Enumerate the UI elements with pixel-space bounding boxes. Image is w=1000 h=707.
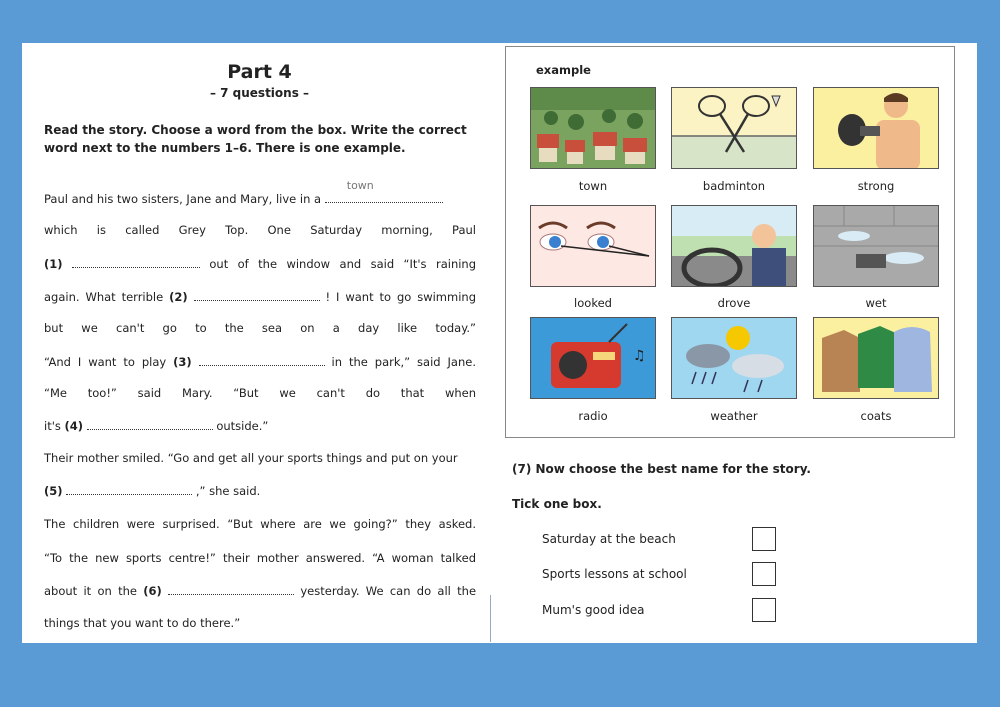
story-line-6: “And I want to play (3) in the park,” said Jane. xyxy=(44,355,476,369)
coats-picture xyxy=(813,317,939,399)
option-checkbox-3[interactable] xyxy=(752,598,776,622)
story-line-10: (5) ,” she said. xyxy=(44,484,261,498)
option-label-3: Mum's good idea xyxy=(542,603,645,617)
story-line-7: “Me too!” said Mary. “But we can't do that when xyxy=(44,386,476,400)
drove-picture xyxy=(671,205,797,287)
word-looked: looked xyxy=(574,296,612,310)
word-coats: coats xyxy=(860,409,892,423)
word-radio: radio xyxy=(578,409,608,423)
story-line-11: The children were surprised. “But where are we going?” they asked. xyxy=(44,517,476,531)
question-7-prompt: (7) Now choose the best name for the story. xyxy=(512,462,811,476)
radio-picture xyxy=(530,317,656,399)
answer-blank-3[interactable] xyxy=(199,354,325,366)
tick-instruction: Tick one box. xyxy=(512,497,602,511)
word-wet: wet xyxy=(865,296,887,310)
answer-blank-2[interactable] xyxy=(194,289,320,301)
story-line-3: (1) out of the window and said “It's raining xyxy=(44,257,477,271)
wet-picture xyxy=(813,205,939,287)
story-line-2: which is called Grey Top. One Saturday morning, Paul xyxy=(44,223,476,237)
story-column xyxy=(22,43,490,643)
svg-text:♫: ♫ xyxy=(633,348,646,364)
example-label: example xyxy=(536,63,591,77)
weather-picture xyxy=(671,317,797,399)
word-picture-box xyxy=(505,46,955,438)
story-line-8: it's (4) outside.” xyxy=(44,419,269,433)
page-title: Part 4 xyxy=(227,61,292,83)
story-line-4: again. What terrible (2) ! I want to go swimming xyxy=(44,290,476,304)
answer-blank-6[interactable] xyxy=(168,583,294,595)
option-checkbox-2[interactable] xyxy=(752,562,776,586)
story-line-13: about it on the (6) yesterday. We can do all the xyxy=(44,584,477,598)
word-town: town xyxy=(578,179,608,193)
column-divider xyxy=(490,595,491,642)
answer-blank-1[interactable] xyxy=(72,256,200,268)
word-weather: weather xyxy=(710,409,758,423)
story-line-12: “To the new sports centre!” their mother answered. “A woman talked xyxy=(44,551,476,565)
example-answer: town xyxy=(346,179,374,192)
example-blank xyxy=(325,179,443,203)
answer-blank-5[interactable] xyxy=(66,483,192,495)
instructions: Read the story. Choose a word from the box. Write the correct word next to the numbers 1–6. There is one example. xyxy=(44,123,467,155)
word-strong: strong xyxy=(857,179,895,193)
word-drove: drove xyxy=(717,296,751,310)
word-badminton: badminton xyxy=(702,179,766,193)
option-label-1: Saturday at the beach xyxy=(542,532,676,546)
option-label-2: Sports lessons at school xyxy=(542,567,687,581)
answer-blank-4[interactable] xyxy=(87,418,213,430)
story-line-1: Paul and his two sisters, Jane and Mary, live in a town xyxy=(44,191,476,206)
page-subtitle: – 7 questions – xyxy=(209,86,310,100)
looked-picture xyxy=(530,205,656,287)
strong-picture xyxy=(813,87,939,169)
option-checkbox-1[interactable] xyxy=(752,527,776,551)
town-picture xyxy=(530,87,656,169)
badminton-picture xyxy=(671,87,797,169)
story-line-14: things that you want to do there.” xyxy=(44,616,241,630)
story-line-9: Their mother smiled. “Go and get all your sports things and put on your xyxy=(44,451,458,465)
story-line-5: but we can't go to the sea on a day like today.” xyxy=(44,321,476,335)
